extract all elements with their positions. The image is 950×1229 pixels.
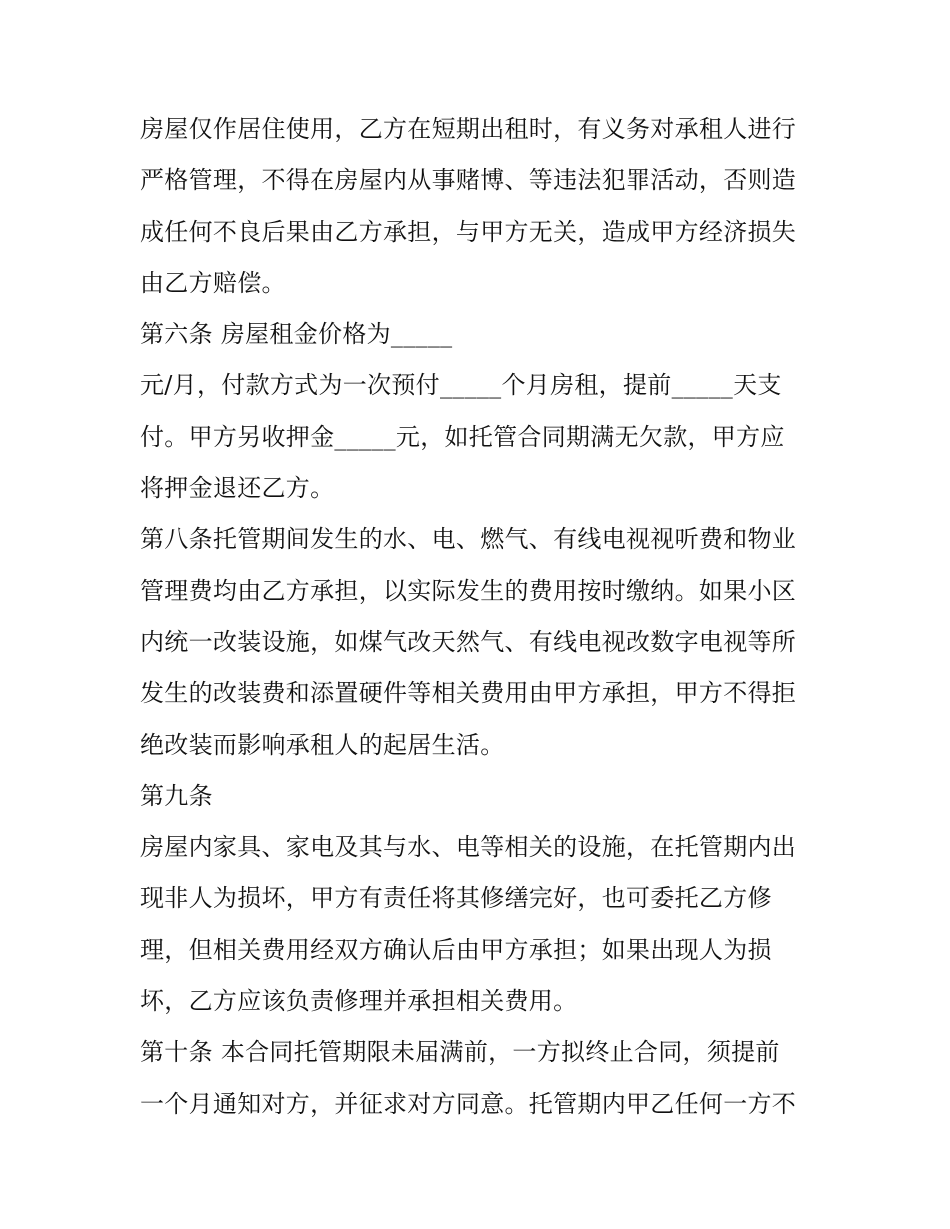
text-line: 管理费均由乙方承担，以实际发生的费用按时缴纳。如果小区	[140, 576, 797, 605]
text-line: 理，但相关费用经双方确认后由甲方承担；如果出现人为损	[140, 935, 772, 964]
document-body	[140, 104, 820, 1130]
text-line: 房屋仅作居住使用，乙方在短期出租时，有义务对承租人进行	[140, 115, 797, 143]
text-line: 成任何不良后果由乙方承担，与甲方无关，造成甲方经济损失	[140, 217, 797, 246]
text-line: 由乙方赔偿。	[140, 268, 286, 297]
text-line: 内统一改装设施，如煤气改天然气、有线电视改数字电视等所	[140, 627, 797, 656]
article-8-heading: 第八条托管期间发生的水、电、燃气、有线电视视听费和物业	[140, 525, 797, 554]
text-line: 绝改装而影响承租人的起居生活。	[140, 730, 505, 759]
text-line: 坏，乙方应该负责修理并承担相关费用。	[140, 987, 578, 1016]
text-line: 现非人为损坏，甲方有责任将其修缮完好，也可委托乙方修	[140, 884, 772, 913]
article-6-heading: 第六条 房屋租金价格为_____	[140, 320, 453, 349]
text-line: 发生的改装费和添置硬件等相关费用由甲方承担，甲方不得拒	[140, 679, 797, 708]
text-line: 将押金退还乙方。	[140, 474, 335, 503]
text-line: 付。甲方另收押金_____元，如托管合同期满无欠款，甲方应	[140, 422, 785, 451]
text-line: 元/月，付款方式为一次预付_____个月房租，提前_____天支	[140, 371, 782, 400]
text-line: 房屋内家具、家电及其与水、电等相关的设施，在托管期内出	[140, 833, 797, 862]
text-line: 一个月通知对方，并征求对方同意。托管期内甲乙任何一方不	[140, 1089, 797, 1118]
article-10-heading: 第十条 本合同托管期限未届满前，一方拟终止合同，须提前	[140, 1038, 780, 1067]
article-9-heading: 第九条	[140, 781, 213, 810]
text-line: 严格管理，不得在房屋内从事赌博、等违法犯罪活动，否则造	[140, 166, 797, 195]
